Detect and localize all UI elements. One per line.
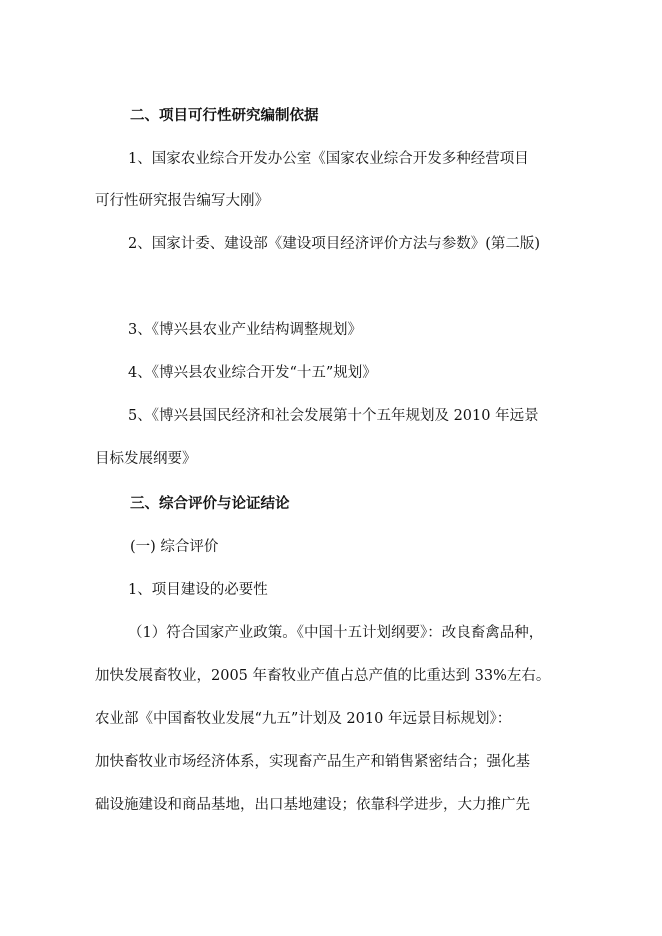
basis-item-5-continued: 目标发展纲要》 — [95, 451, 197, 467]
basis-item-5: 5、《博兴县国民经济和社会发展第十个五年规划及 2010 年远景 — [128, 408, 539, 424]
paragraph-line: 础设施建设和商品基地，出口基地建设；依靠科学进步，大力推广先 — [95, 797, 530, 813]
subheading-comprehensive-evaluation: (一) 综合评价 — [130, 539, 219, 555]
paragraph-line: 农业部《中国畜牧业发展“九五”计划及 2010 年远景目标规划》： — [95, 711, 512, 727]
basis-item-3: 3、《博兴县农业产业结构调整规划》 — [128, 322, 362, 338]
paragraph-line: 加快发展畜牧业，2005 年畜牧业产值占总产值的比重达到 33%左右。 — [95, 668, 551, 684]
basis-item-1-continued: 可行性研究报告编写大刚》 — [95, 193, 269, 209]
basis-item-4: 4、《博兴县农业综合开发“十五”规划》 — [128, 365, 377, 381]
paragraph-line: 加快畜牧业市场经济体系，实现畜产品生产和销售紧密结合；强化基 — [95, 754, 530, 770]
section-heading-basis: 二、项目可行性研究编制依据 — [130, 108, 319, 124]
basis-item-1: 1、国家农业综合开发办公室《国家农业综合开发多种经营项目 — [128, 151, 529, 167]
point-title-necessity: 1、项目建设的必要性 — [128, 582, 268, 598]
section-heading-conclusion: 三、综合评价与论证结论 — [130, 496, 290, 512]
paragraph-line: （1）符合国家产业政策。《中国十五计划纲要》：改良畜禽品种， — [128, 625, 544, 641]
basis-item-2: 2、国家计委、建设部《建设项目经济评价方法与参数》(第二版) — [128, 236, 541, 252]
